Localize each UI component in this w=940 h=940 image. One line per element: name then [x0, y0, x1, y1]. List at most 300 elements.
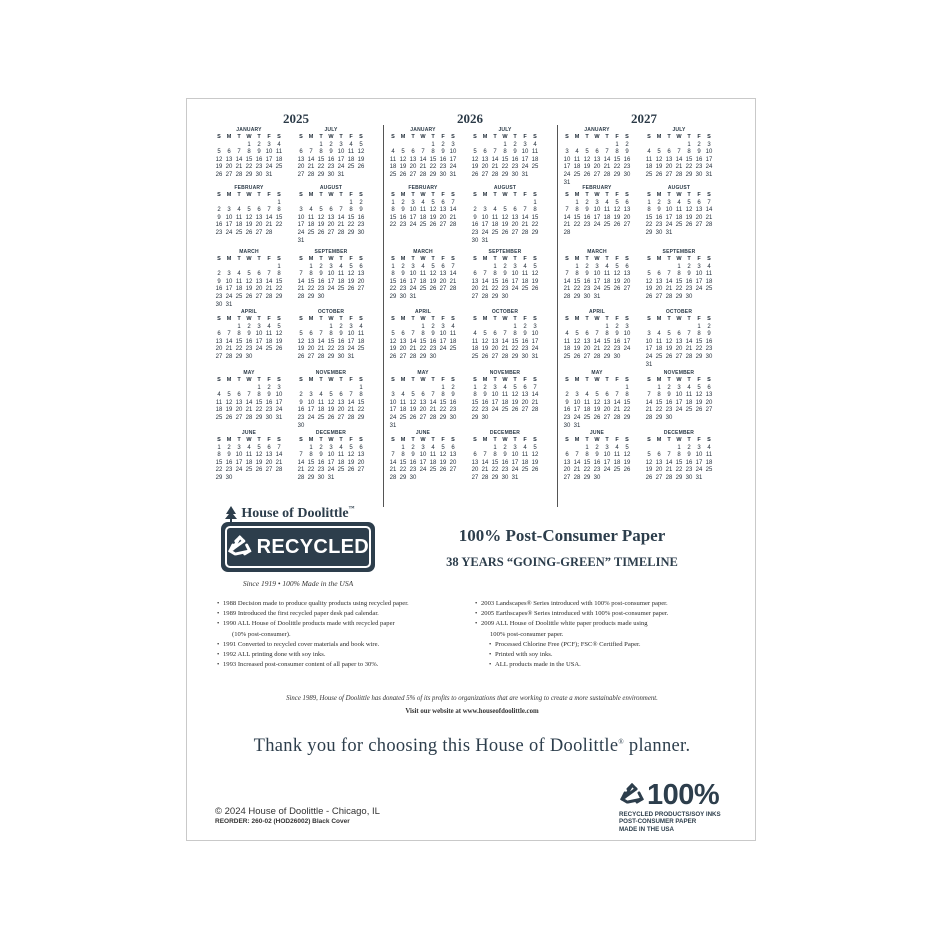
- day-number: 6: [329, 207, 333, 214]
- weekday-header: M: [400, 256, 406, 262]
- month-day-grid: [388, 377, 458, 430]
- empty-day: [398, 142, 408, 150]
- day-number: 14: [521, 214, 529, 221]
- day-number: 6: [483, 149, 487, 156]
- month-day-grid: [388, 192, 458, 230]
- day-number: 19: [655, 164, 663, 171]
- day-number: 6: [267, 444, 271, 451]
- day-number: 28: [389, 474, 397, 481]
- day-number: 29: [491, 293, 499, 300]
- day-number: 17: [481, 222, 489, 229]
- day-number: 6: [595, 149, 599, 156]
- month-february: [388, 185, 458, 230]
- month-name: OCTOBER: [317, 309, 345, 315]
- day-number: 17: [347, 338, 355, 345]
- day-number: 2: [687, 263, 691, 270]
- day-number: 28: [675, 171, 683, 178]
- day-number: 21: [307, 164, 315, 171]
- day-number: 8: [647, 207, 651, 214]
- day-number: 1: [217, 444, 221, 451]
- month-day-grid: [470, 134, 540, 180]
- day-number: 2: [319, 263, 323, 270]
- day-number: 5: [247, 271, 251, 278]
- day-number: 2: [565, 392, 569, 399]
- day-number: 24: [439, 346, 447, 353]
- day-number: 3: [483, 207, 487, 214]
- weekday-header: T: [237, 256, 241, 262]
- day-number: 8: [401, 452, 405, 459]
- day-number: 28: [337, 229, 345, 236]
- weekday-header: T: [687, 377, 691, 383]
- day-number: 14: [297, 278, 305, 285]
- day-number: 6: [707, 384, 711, 391]
- day-number: 22: [603, 346, 611, 353]
- subheadline: 38 YEARS “GOING-GREEN” TIMELINE: [446, 555, 678, 569]
- bullet-icon: •: [489, 640, 492, 648]
- day-number: 21: [705, 214, 713, 221]
- day-number: 30: [685, 293, 693, 300]
- day-number: 27: [409, 171, 417, 178]
- empty-day: [664, 445, 674, 453]
- month-name: JUNE: [241, 430, 257, 436]
- day-number: 25: [235, 229, 243, 236]
- empty-day: [326, 200, 336, 208]
- day-number: 16: [297, 407, 305, 414]
- day-number: 2: [697, 141, 701, 148]
- weekday-header: T: [411, 316, 415, 322]
- day-number: 30: [583, 293, 591, 300]
- day-number: 25: [337, 286, 345, 293]
- day-number: 30: [695, 171, 703, 178]
- day-number: 4: [707, 263, 711, 270]
- month-july: [470, 127, 540, 180]
- day-number: 15: [511, 338, 519, 345]
- empty-day: [644, 142, 654, 150]
- day-number: 25: [573, 171, 581, 178]
- day-number: 11: [603, 207, 611, 214]
- day-number: 25: [347, 164, 355, 171]
- day-number: 26: [531, 467, 539, 474]
- day-number: 30: [429, 353, 437, 360]
- day-number: 12: [655, 156, 663, 163]
- day-number: 8: [309, 271, 313, 278]
- weekday-header: T: [513, 377, 517, 383]
- empty-day: [480, 445, 490, 453]
- day-number: 17: [665, 214, 673, 221]
- empty-day: [572, 142, 582, 150]
- day-number: 19: [429, 278, 437, 285]
- day-number: 17: [419, 459, 427, 466]
- empty-day: [388, 142, 398, 150]
- day-number: 17: [511, 278, 519, 285]
- day-number: 22: [347, 222, 355, 229]
- empty-day: [296, 264, 306, 272]
- empty-day: [490, 200, 500, 208]
- month-day-grid: [296, 192, 366, 245]
- weekday-header: S: [473, 316, 477, 322]
- day-number: 16: [613, 338, 621, 345]
- day-number: 10: [225, 214, 233, 221]
- empty-day: [398, 385, 408, 393]
- day-number: 10: [439, 331, 447, 338]
- weekday-header: W: [676, 377, 682, 383]
- empty-day: [408, 324, 418, 332]
- month-may: [214, 370, 284, 423]
- day-number: 18: [275, 156, 283, 163]
- day-number: 2: [451, 384, 455, 391]
- day-number: 15: [419, 338, 427, 345]
- day-number: 20: [491, 346, 499, 353]
- day-number: 6: [513, 207, 517, 214]
- day-number: 3: [647, 331, 651, 338]
- day-number: 22: [491, 286, 499, 293]
- day-number: 14: [297, 459, 305, 466]
- weekday-header: S: [625, 377, 629, 383]
- day-number: 12: [215, 156, 223, 163]
- weekday-header: T: [605, 316, 609, 322]
- day-number: 24: [327, 286, 335, 293]
- day-number: 18: [337, 278, 345, 285]
- day-number: 18: [419, 278, 427, 285]
- day-number: 13: [655, 278, 663, 285]
- weekday-header: S: [359, 437, 363, 443]
- day-number: 24: [337, 164, 345, 171]
- day-number: 23: [317, 286, 325, 293]
- day-number: 23: [665, 407, 673, 414]
- day-number: 1: [615, 141, 619, 148]
- month-day-grid: [562, 377, 632, 430]
- day-number: 6: [299, 149, 303, 156]
- day-number: 8: [319, 149, 323, 156]
- day-number: 16: [215, 286, 223, 293]
- day-number: 3: [421, 444, 425, 451]
- day-number: 12: [357, 149, 365, 156]
- day-number: 5: [595, 392, 599, 399]
- weekday-header: S: [277, 437, 281, 443]
- day-number: 14: [337, 214, 345, 221]
- day-number: 24: [481, 229, 489, 236]
- day-number: 19: [245, 286, 253, 293]
- day-number: 16: [215, 222, 223, 229]
- day-number: 26: [481, 353, 489, 360]
- weekday-header: S: [647, 256, 651, 262]
- day-number: 15: [491, 278, 499, 285]
- month-name: SEPTEMBER: [314, 249, 348, 255]
- bullet-icon: •: [489, 651, 492, 659]
- day-number: 16: [685, 459, 693, 466]
- day-number: 27: [399, 353, 407, 360]
- day-number: 25: [235, 293, 243, 300]
- day-number: 12: [225, 399, 233, 406]
- recycled-badge-text: RECYCLED: [256, 535, 369, 558]
- day-number: 23: [245, 346, 253, 353]
- day-number: 14: [491, 156, 499, 163]
- day-number: 16: [705, 338, 713, 345]
- weekday-header: S: [707, 192, 711, 198]
- year-calendar-2025: [214, 111, 378, 499]
- day-number: 1: [575, 263, 579, 270]
- day-number: 16: [439, 156, 447, 163]
- weekday-header: F: [349, 437, 353, 443]
- day-number: 4: [247, 444, 251, 451]
- day-number: 27: [449, 467, 457, 474]
- day-number: 21: [265, 222, 273, 229]
- empty-day: [562, 142, 572, 150]
- month-october: [296, 309, 366, 362]
- timeline-item-text: 2003 Landscapes® Series introduced with 100% post-consumer paper.: [481, 600, 668, 607]
- weekday-header: T: [431, 316, 435, 322]
- day-number: 28: [235, 171, 243, 178]
- weekday-header: S: [533, 437, 537, 443]
- weekday-header: W: [328, 377, 334, 383]
- day-number: 23: [225, 467, 233, 474]
- day-number: 2: [401, 263, 405, 270]
- weekday-header: F: [697, 192, 701, 198]
- day-number: 25: [337, 467, 345, 474]
- day-number: 1: [585, 444, 589, 451]
- day-number: 11: [471, 338, 479, 345]
- day-number: 1: [277, 199, 281, 206]
- day-number: 15: [399, 459, 407, 466]
- day-number: 6: [237, 392, 241, 399]
- weekday-header: T: [257, 256, 261, 262]
- empty-day: [480, 324, 490, 332]
- day-number: 18: [307, 222, 315, 229]
- weekday-header: F: [697, 316, 701, 322]
- day-number: 26: [409, 414, 417, 421]
- weekday-header: W: [502, 134, 508, 140]
- weekday-header: T: [493, 437, 497, 443]
- weekday-header: T: [585, 377, 589, 383]
- day-number: 19: [357, 156, 365, 163]
- day-number: 27: [481, 171, 489, 178]
- day-number: 3: [441, 323, 445, 330]
- empty-day: [684, 324, 694, 332]
- day-number: 16: [685, 278, 693, 285]
- day-number: 5: [585, 149, 589, 156]
- month-day-grid: [214, 134, 284, 180]
- day-number: 17: [235, 459, 243, 466]
- day-number: 10: [593, 271, 601, 278]
- day-number: 22: [623, 407, 631, 414]
- day-number: 28: [573, 474, 581, 481]
- day-number: 24: [511, 286, 519, 293]
- day-number: 9: [615, 331, 619, 338]
- day-number: 18: [471, 346, 479, 353]
- day-number: 19: [347, 459, 355, 466]
- day-number: 18: [563, 346, 571, 353]
- day-number: 8: [329, 331, 333, 338]
- weekday-header: T: [411, 256, 415, 262]
- day-number: 13: [327, 214, 335, 221]
- day-number: 21: [449, 278, 457, 285]
- day-number: 12: [645, 278, 653, 285]
- weekday-header: T: [237, 437, 241, 443]
- weekday-header: S: [565, 377, 569, 383]
- day-number: 23: [521, 346, 529, 353]
- weekday-header: T: [431, 437, 435, 443]
- day-number: 30: [563, 422, 571, 429]
- day-number: 5: [473, 149, 477, 156]
- recycled-badge: [221, 522, 375, 572]
- day-number: 1: [473, 384, 477, 391]
- day-number: 29: [685, 171, 693, 178]
- day-number: 28: [449, 222, 457, 229]
- day-number: 8: [697, 331, 701, 338]
- empty-day: [244, 264, 254, 272]
- day-number: 9: [697, 149, 701, 156]
- day-number: 10: [327, 452, 335, 459]
- day-number: 27: [439, 286, 447, 293]
- day-number: 17: [337, 156, 345, 163]
- month-july: [296, 127, 366, 180]
- day-number: 27: [357, 286, 365, 293]
- day-number: 18: [705, 278, 713, 285]
- day-number: 5: [615, 199, 619, 206]
- empty-day: [480, 142, 490, 150]
- day-number: 26: [511, 407, 519, 414]
- day-number: 30: [337, 353, 345, 360]
- day-number: 13: [255, 214, 263, 221]
- month-name: MARCH: [239, 249, 259, 255]
- day-number: 22: [613, 164, 621, 171]
- day-number: 12: [347, 271, 355, 278]
- timeline-item-text: 100% post-consumer paper.: [490, 630, 564, 638]
- day-number: 5: [483, 331, 487, 338]
- weekday-header: F: [349, 256, 353, 262]
- day-number: 13: [225, 156, 233, 163]
- weekday-header: M: [308, 134, 314, 140]
- day-number: 25: [705, 467, 713, 474]
- empty-day: [306, 324, 316, 332]
- day-number: 24: [511, 467, 519, 474]
- day-number: 9: [473, 214, 477, 221]
- day-number: 2: [401, 199, 405, 206]
- day-number: 28: [307, 171, 315, 178]
- day-number: 27: [297, 171, 305, 178]
- day-number: 12: [623, 452, 631, 459]
- day-number: 14: [705, 207, 713, 214]
- day-number: 30: [225, 474, 233, 481]
- day-number: 9: [217, 278, 221, 285]
- weekday-header: T: [237, 377, 241, 383]
- day-number: 19: [573, 346, 581, 353]
- weekday-header: S: [473, 377, 477, 383]
- weekday-header: W: [246, 316, 252, 322]
- day-number: 24: [449, 164, 457, 171]
- day-number: 12: [501, 214, 509, 221]
- day-number: 5: [431, 199, 435, 206]
- day-number: 25: [265, 346, 273, 353]
- weekday-header: T: [513, 192, 517, 198]
- day-number: 21: [297, 286, 305, 293]
- day-number: 25: [491, 229, 499, 236]
- day-number: 23: [399, 222, 407, 229]
- day-number: 30: [511, 171, 519, 178]
- day-number: 20: [255, 286, 263, 293]
- day-number: 4: [359, 323, 363, 330]
- month-day-grid: [296, 377, 366, 430]
- day-number: 7: [687, 331, 691, 338]
- day-number: 11: [521, 452, 529, 459]
- day-number: 5: [533, 444, 537, 451]
- day-number: 31: [389, 422, 397, 429]
- day-number: 9: [503, 452, 507, 459]
- weekday-header: M: [574, 256, 580, 262]
- day-number: 31: [265, 171, 273, 178]
- month-may: [562, 370, 632, 430]
- month-name: AUGUST: [319, 185, 343, 191]
- month-name: JANUARY: [584, 127, 610, 133]
- day-number: 7: [667, 452, 671, 459]
- day-number: 28: [245, 414, 253, 421]
- day-number: 9: [707, 331, 711, 338]
- weekday-header: S: [707, 316, 711, 322]
- day-number: 3: [299, 207, 303, 214]
- day-number: 24: [235, 467, 243, 474]
- day-number: 8: [277, 271, 281, 278]
- day-number: 29: [245, 171, 253, 178]
- weekday-header: S: [451, 256, 455, 262]
- day-number: 18: [399, 407, 407, 414]
- day-number: 28: [613, 414, 621, 421]
- month-name: JUNE: [415, 430, 431, 436]
- day-number: 13: [357, 452, 365, 459]
- day-number: 31: [511, 474, 519, 481]
- month-january: [388, 127, 458, 180]
- day-number: 6: [493, 331, 497, 338]
- recycled-percent: 100%: [647, 779, 720, 811]
- day-number: 18: [573, 164, 581, 171]
- day-number: 10: [419, 452, 427, 459]
- month-may: [388, 370, 458, 430]
- month-day-grid: [470, 437, 540, 483]
- day-number: 13: [255, 278, 263, 285]
- day-number: 28: [645, 414, 653, 421]
- weekday-header: S: [707, 134, 711, 140]
- day-number: 13: [695, 207, 703, 214]
- day-number: 7: [227, 331, 231, 338]
- recycled-100-mark: [619, 779, 729, 839]
- day-number: 13: [583, 338, 591, 345]
- weekday-header: S: [533, 377, 537, 383]
- day-number: 26: [389, 353, 397, 360]
- month-day-grid: [470, 377, 540, 423]
- website-note: Visit our website at www.houseofdoolittle.com: [405, 708, 539, 715]
- month-january: [562, 127, 632, 187]
- day-number: 11: [491, 214, 499, 221]
- month-january: [214, 127, 284, 180]
- weekday-header: T: [687, 134, 691, 140]
- weekday-header: S: [647, 377, 651, 383]
- day-number: 14: [675, 156, 683, 163]
- empty-day: [500, 324, 510, 332]
- day-number: 30: [215, 301, 223, 308]
- day-number: 26: [695, 407, 703, 414]
- day-number: 28: [531, 407, 539, 414]
- empty-day: [510, 200, 520, 208]
- empty-day: [254, 264, 264, 272]
- day-number: 18: [521, 459, 529, 466]
- day-number: 14: [389, 459, 397, 466]
- day-number: 24: [665, 222, 673, 229]
- day-number: 19: [409, 407, 417, 414]
- empty-day: [244, 385, 254, 393]
- month-day-grid: [388, 437, 458, 483]
- weekday-header: T: [411, 377, 415, 383]
- weekday-header: T: [339, 437, 343, 443]
- day-number: 23: [399, 286, 407, 293]
